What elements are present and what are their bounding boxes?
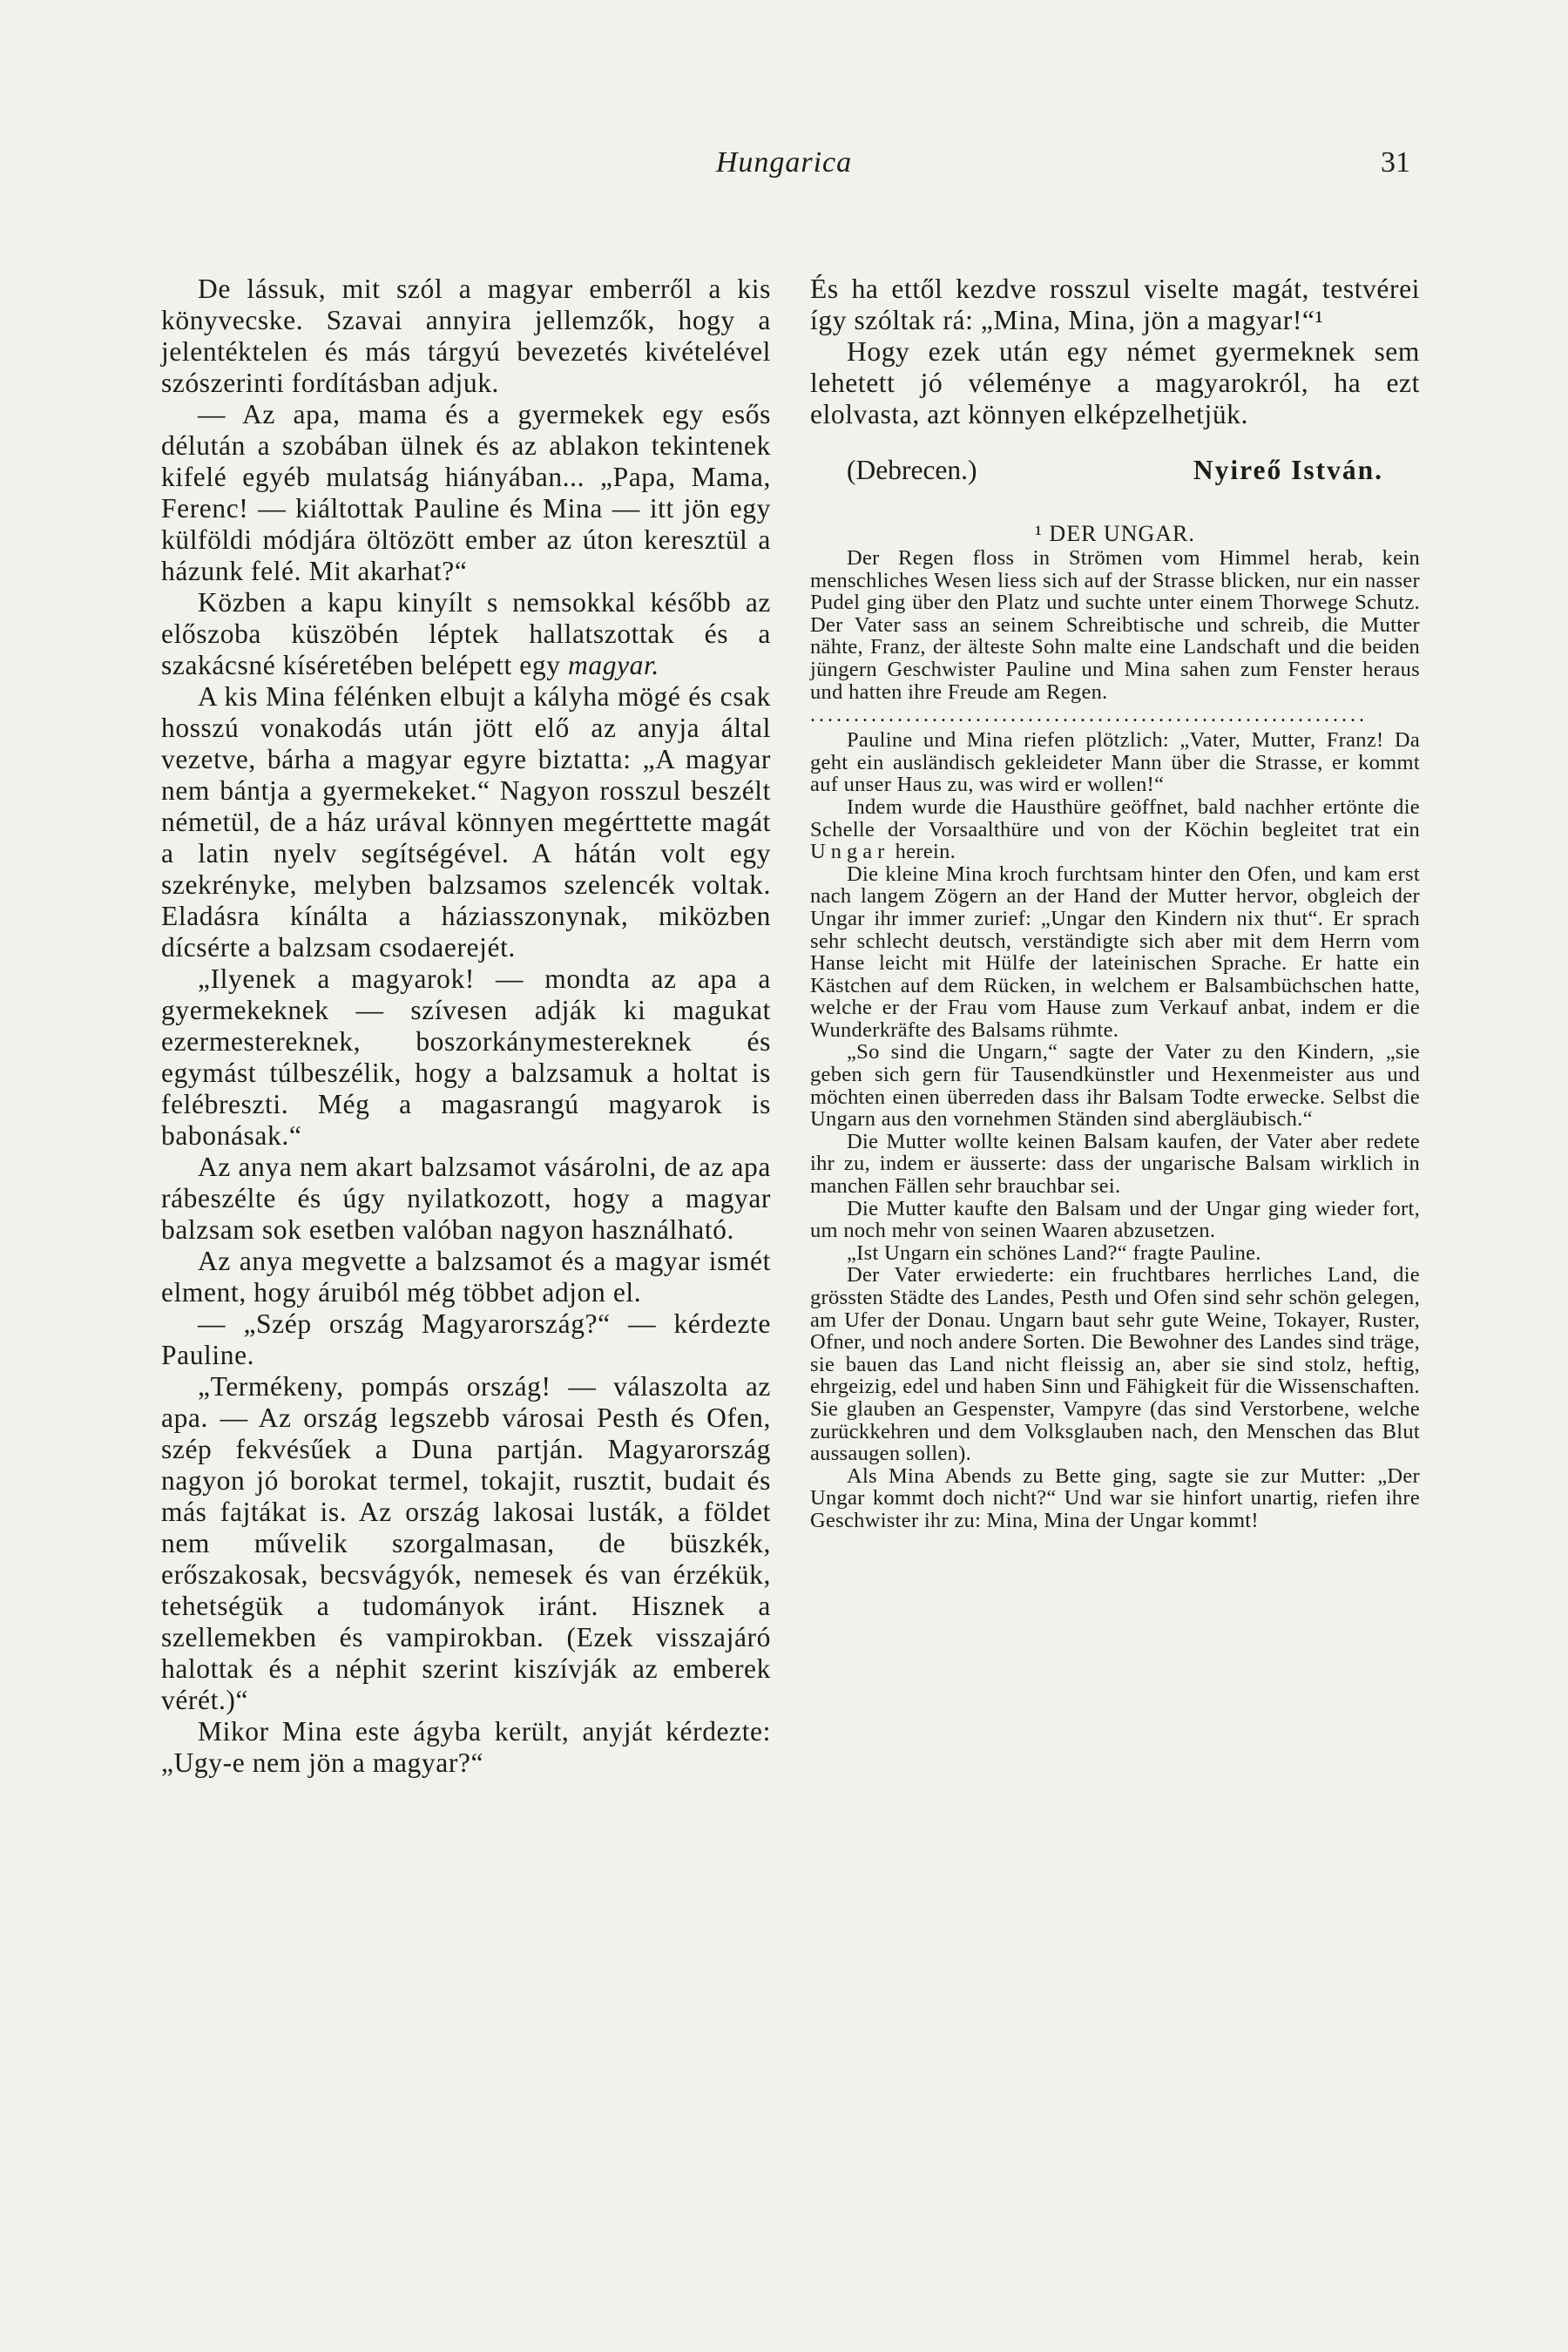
paragraph: — „Szép ország Magyarország?“ — kérdezte Pauline. [161, 1308, 771, 1370]
footnote-paragraph: Der Vater erwiederte: ein fruchtbares herrliches Land, die grössten Städte des Landes, Pesth und Ofen sind sehr schön gelegen, am Ufer der Donau. Ungarn baut sehr gute Weine, Tokayer, Ruster, Ofner, und noch andere Sorten. Die Bewohner des Landes sind träge, sie bauen das Land nicht fleissig an, aber sie sind stolz, heftig, ehrgeizig, edel und haben Sinn und Fähigkeit für die Wissenschaften. Sie glauben an Gespenster, Vampyre (das sind Verstorbene, welche zurückkehren und dem Volksglauben nach, den Menschen das Blut aussaugen sollen). [810, 1263, 1420, 1466]
running-title: Hungarica [715, 146, 853, 179]
left-column [161, 274, 771, 1779]
paragraph: „Ilyenek a magyarok! — mondta az apa a gyermekeknek — szívesen adják ki magukat ezermestereknek, boszorkánymestereknek és egymást túlbeszélik, hogy a balzsamuk a holtat is felébreszti. Még a magasrangú magyarok is babonásak.“ [161, 963, 771, 1151]
footnote-paragraph: Als Mina Abends zu Bette ging, sagte sie zur Mutter: „Der Ungar kommt doch nicht?“ Und war sie hinfort unartig, riefen ihre Geschwister ihr zu: Mina, Mina der Ungar kommt! [810, 1463, 1420, 1532]
signature-line [810, 455, 1420, 486]
footnote-text: Indem wurde die Hausthüre geöffnet, bald nachher ertönte die Schelle der Vorsaalthüre und von der Köchin begleitet trat ein [810, 794, 1420, 841]
paragraph: De lássuk, mit szól a magyar emberről a kis könyvecske. Szavai annyira jellemzők, hogy a jelentéktelen és más tárgyú bevezetés kivételével szószerinti fordításban adjuk. [161, 274, 771, 398]
paragraph: — Az apa, mama és a gyermekek egy esős délután a szobában ülnek és az ablakon tekintenek kifelé egyéb mulatság hiányában... „Papa, Mama, Ferenc! — kiáltottak Pauline és Mina — itt jön egy külföldi módjára öltözött ember az úton keresztül a házunk felé. Mit akarhat?“ [161, 399, 771, 586]
footnote-paragraph: Die kleine Mina kroch furchtsam hinter den Ofen, und kam erst nach langem Zögern an der Hand der Mutter hervor, obgleich der Ungar ihr immer zurief: „Ungar den Kindern nix thut“. Er sprach sehr schlecht deutsch, verständigte sich aber mit dem Herrn vom Hanse leicht mit Hülfe der lateinischen Sprache. Er hatte ein Kästchen auf dem Rücken, in welchem er Balsambüchschen hatte, welche er der Frau vom Hause zum Verkauf anbat, indem er die Wunderkräfte des Balsams rühmte. [810, 862, 1420, 1042]
right-column [810, 274, 1420, 1532]
paragraph: Hogy ezek után egy német gyermeknek sem lehetett jó véleménye a magyarokról, ha ezt elolvasta, azt könnyen elképzelhetjük. [810, 336, 1420, 429]
page-number: 31 [1381, 146, 1410, 179]
paragraph: Az anya megvette a balzsamot és a magyar ismét elment, hogy áruiból még többet adjon el. [161, 1246, 771, 1308]
footnote-paragraph [810, 796, 1420, 863]
footnote-paragraph: „So sind die Ungarn,“ sagte der Vater zu den Kindern, „sie geben sich gern für Tausendkünstler und Hexenmeister aus und möchten einen überreden dass ihr Balsam Todte erwecke. Selbst die Ungarn aus den vornehmen Ständen sind abergläubisch.“ [810, 1040, 1420, 1132]
ellipsis-divider: ................................................................ [810, 706, 1368, 725]
paragraph: „Termékeny, pompás ország! — válaszolta az apa. — Az ország legszebb városai Pesth és Ofen, szép fekvésűek a Duna partján. Magyarország nagyon jó borokat termel, tokajit, rusztit, budait és más fajtákat is. Az ország lakosai lusták, a földet nem művelik szorgalmasan, de büszkék, erőszakosak, becsvágyók, nemesek és van érzékük, tehetségük a tudományok iránt. Hisznek a szellemekben és vampirokban. (Ezek visszajáró halottak és a néphit szerint kiszívják az emberek vérét.)“ [161, 1371, 771, 1715]
footnote-paragraph: „Ist Ungarn ein schönes Land?“ fragte Pauline. [847, 1240, 1261, 1265]
footnote-paragraph: Pauline und Mina riefen plötzlich: „Vater, Mutter, Franz! Da geht ein ausländisch gekleideter Mann über die Strasse, er kommt auf unser Haus zu, was wird er wollen!“ [810, 728, 1420, 797]
italic-word: magyar. [568, 650, 659, 680]
footnote-title: ¹ DER UNGAR. [1035, 521, 1195, 546]
footnote [810, 547, 1420, 1532]
footnote-text: herein. [895, 840, 956, 864]
footnote-paragraph: Die Mutter wollte keinen Balsam kaufen, der Vater aber redete ihr zu, indem er äusserte: dass der ungarische Balsam wirklich in manchen Fällen sehr brauchbar sei. [810, 1129, 1420, 1199]
footnote-paragraph: Der Regen floss in Strömen vom Himmel herab, kein menschliches Wesen liess sich auf der Strasse blicken, nur ein nasser Pudel ging über den Platz und suchte unter einem Thorwege Schutz. Der Vater sass an seinem Schreibtische und schreib, die Mutter nähte, Franz, der älteste Sohn malte eine Landschaft und die beiden jüngern Geschwister Pauline und Mina sahen zum Fenster heraus und hatten ihre Freude am Regen. [810, 546, 1420, 704]
author: Nyireő István. [1193, 455, 1383, 485]
place: (Debrecen.) [847, 455, 977, 485]
paragraph: Mikor Mina este ágyba került, anyját kérdezte: „Ugy-e nem jön a magyar?“ [161, 1716, 771, 1778]
paragraph [161, 587, 771, 681]
paragraph: A kis Mina félénken elbujt a kályha mögé és csak hosszú vonakodás után jött elő az anyja által vezetve, bárha a magyar egyre biztatta: „A magyar nem bántja a gyermekeket.“ Nagyon rosszul beszélt németül, de a ház urával könnyen megérttette magát a latin nyelv segítségével. A hátán volt egy szekrényke, melyben balzsamos szelencék voltak. Eladásra kínálta a háziasszonynak, miközben dícsérte a balzsam csodaerejét. [161, 681, 771, 963]
spaced-word: Ungar [810, 840, 890, 864]
right-main-text [810, 274, 1420, 430]
footnote-paragraph: Die Mutter kaufte den Balsam und der Ungar ging wieder fort, um noch mehr von seinen Waaren abzusetzen. [810, 1196, 1420, 1243]
paragraph: Az anya nem akart balzsamot vásárolni, de az apa rábeszélte és úgy nyilatkozott, hogy a magyar balzsam sok esetben valóban nagyon használható. [161, 1152, 771, 1245]
paragraph-text: Közben a kapu kinyílt s nemsokkal később az előszoba küszöbén léptek hallatszottak és a szakácsné kíséretében belépett egy [161, 587, 771, 680]
paragraph: És ha ettől kezdve rosszul viselte magát, testvérei így szóltak rá: „Mina, Mina, jön a magyar!“¹ [810, 274, 1420, 335]
